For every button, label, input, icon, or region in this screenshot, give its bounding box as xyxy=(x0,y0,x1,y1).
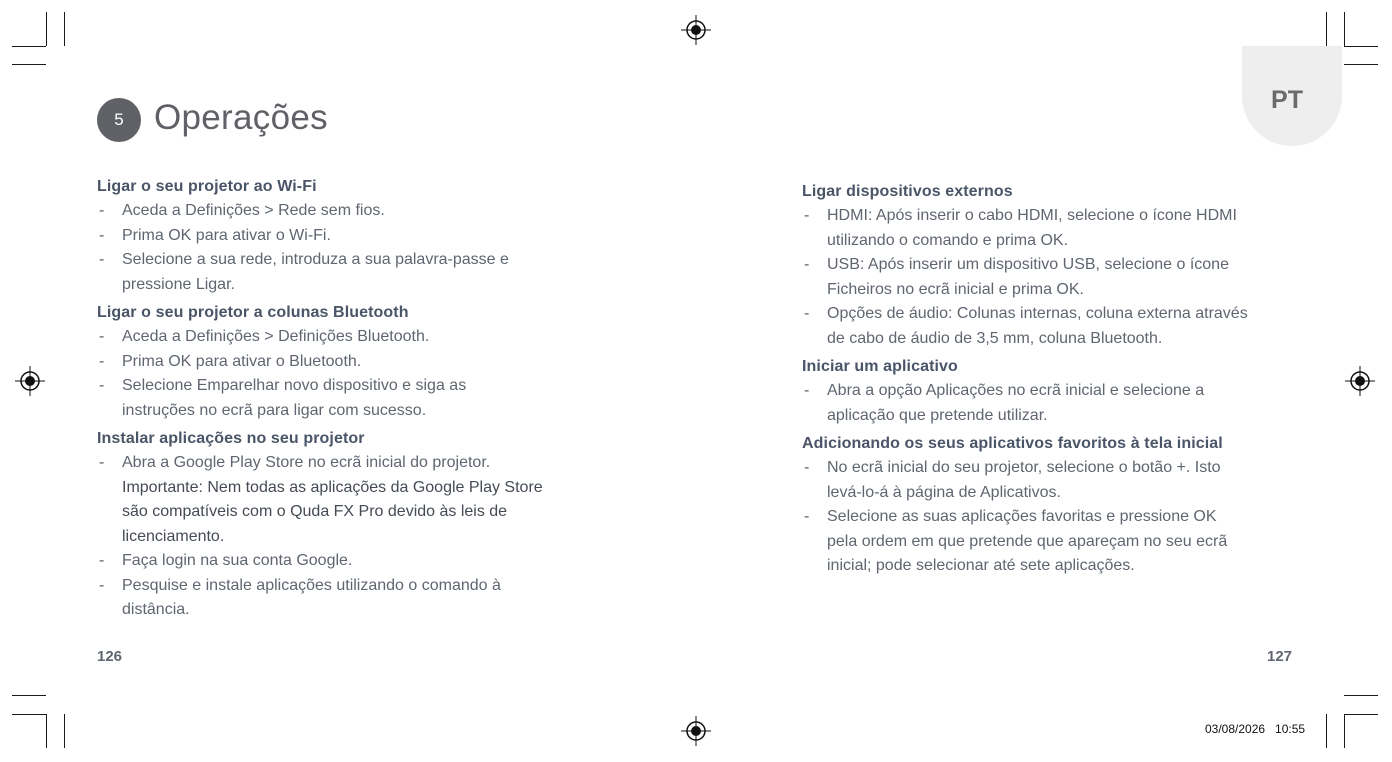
crop-mark xyxy=(1326,714,1327,748)
language-tab-label: PT xyxy=(1271,86,1303,114)
crop-mark xyxy=(1326,12,1327,46)
list-item xyxy=(97,350,597,375)
list-item xyxy=(97,549,597,574)
list-item-text: pela ordem em que pretende que apareçam no seu ecrã xyxy=(827,532,1228,550)
list-bullet: - xyxy=(804,459,810,476)
section-heading: Instalar aplicações no seu projetor xyxy=(97,430,365,447)
list-bullet: - xyxy=(804,256,810,273)
list-bullet: - xyxy=(99,377,105,394)
list-item-text: instruções no ecrã para ligar com sucesso. xyxy=(122,401,427,419)
important-note-text: são compatíveis com o Quda FX Pro devido às leis de xyxy=(122,503,508,520)
list-item xyxy=(97,248,597,297)
list-item xyxy=(97,325,597,350)
list-item-text: USB: Após inserir um dispositivo USB, selecione o ícone xyxy=(827,256,1229,273)
section-heading: Ligar o seu projetor a colunas Bluetooth xyxy=(97,304,409,321)
list-item xyxy=(802,505,1302,579)
list-item xyxy=(802,253,1302,302)
section xyxy=(97,300,597,423)
registration-mark-icon xyxy=(681,15,711,45)
list-item-text: Abra a Google Play Store no ecrã inicial do projetor. xyxy=(122,454,491,471)
list-bullet: - xyxy=(99,352,105,370)
list-item-text: levá-lo-á à página de Aplicativos. xyxy=(827,483,1061,501)
list-bullet: - xyxy=(804,305,810,322)
list-item xyxy=(802,456,1302,505)
list-item-text: Ficheiros no ecrã inicial e prima OK. xyxy=(827,280,1084,298)
crop-mark xyxy=(12,695,46,696)
registration-mark-icon xyxy=(1345,366,1375,396)
chapter-number-badge: 5 xyxy=(97,98,141,142)
list-bullet: - xyxy=(99,328,105,345)
crop-mark xyxy=(12,64,46,65)
list-bullet: - xyxy=(804,382,810,399)
list-item-text: de cabo de áudio de 3,5 mm, coluna Bluetooth. xyxy=(827,329,1163,347)
list-item-text: Faça login na sua conta Google. xyxy=(122,552,353,569)
section-heading: Iniciar um aplicativo xyxy=(802,358,958,375)
list-bullet: - xyxy=(804,508,810,525)
crop-mark xyxy=(12,714,46,715)
list-item-text: Opções de áudio: Colunas internas, coluna externa através xyxy=(827,305,1248,322)
crop-mark xyxy=(46,714,47,748)
registration-mark-icon xyxy=(681,716,711,746)
left-column xyxy=(97,174,597,626)
crop-mark xyxy=(1344,64,1378,65)
important-note-text: Importante: Nem todas as aplicações da Google Play Store xyxy=(122,478,543,496)
list-item-text: aplicação que pretende utilizar. xyxy=(827,406,1048,424)
list-item xyxy=(802,204,1302,253)
section xyxy=(802,354,1302,428)
list-item xyxy=(97,224,597,249)
list-bullet: - xyxy=(99,552,105,569)
section xyxy=(802,179,1302,351)
list-bullet: - xyxy=(99,454,105,471)
list-item xyxy=(97,574,597,623)
crop-mark xyxy=(1344,46,1378,47)
list-item-text: inicial; pode selecionar até sete aplicações. xyxy=(827,557,1135,574)
list-item-text: No ecrã inicial do seu projetor, selecione o botão +. Isto xyxy=(827,459,1221,476)
list-item xyxy=(802,379,1302,428)
list-item-text: Aceda a Definições > Rede sem fios. xyxy=(122,202,385,219)
list-bullet: - xyxy=(99,202,105,219)
list-item-text: Prima OK para ativar o Wi-Fi. xyxy=(122,226,331,244)
page-number-left: 126 xyxy=(97,648,123,665)
print-timestamp: 03/08/2026 10:55 xyxy=(1205,722,1306,736)
crop-mark xyxy=(12,46,46,47)
crop-mark xyxy=(1344,695,1378,696)
list-item xyxy=(97,199,597,224)
list-item-text: Aceda a Definições > Definições Bluetooth. xyxy=(122,328,430,345)
list-item xyxy=(802,302,1302,351)
list-item-text: Selecione Emparelhar novo dispositivo e siga as xyxy=(122,377,467,394)
list-item-text: Pesquise e instale aplicações utilizando o comando à xyxy=(122,576,501,594)
chapter-title: Operações xyxy=(154,98,328,137)
section-heading: Adicionando os seus aplicativos favoritos à tela inicial xyxy=(802,435,1223,452)
crop-mark xyxy=(46,12,47,46)
list-item xyxy=(97,451,597,549)
list-item-text: pressione Ligar. xyxy=(122,275,235,293)
list-item-text: distância. xyxy=(122,601,190,618)
section-heading: Ligar o seu projetor ao Wi-Fi xyxy=(97,178,317,195)
list-item-text: Prima OK para ativar o Bluetooth. xyxy=(122,352,362,370)
important-note-text: licenciamento. xyxy=(122,527,225,545)
registration-mark-icon xyxy=(15,366,45,396)
crop-mark xyxy=(1344,714,1345,748)
list-bullet: - xyxy=(804,207,810,224)
crop-mark xyxy=(1344,12,1345,46)
crop-mark xyxy=(1344,714,1378,715)
right-column xyxy=(802,179,1302,582)
crop-mark xyxy=(64,12,65,46)
list-item-text: HDMI: Após inserir o cabo HDMI, selecione o ícone HDMI xyxy=(827,207,1237,224)
list-item xyxy=(97,374,597,423)
section-heading: Ligar dispositivos externos xyxy=(802,183,1013,200)
section xyxy=(97,426,597,623)
list-bullet: - xyxy=(99,576,105,594)
list-item-text: Selecione as suas aplicações favoritas e pressione OK xyxy=(827,508,1217,525)
section xyxy=(802,431,1302,579)
list-bullet: - xyxy=(99,226,105,244)
list-item-text: Selecione a sua rede, introduza a sua palavra-passe e xyxy=(122,251,509,268)
list-item-text: utilizando o comando e prima OK. xyxy=(827,231,1069,249)
section xyxy=(97,174,597,297)
list-bullet: - xyxy=(99,251,105,268)
list-item-text: Abra a opção Aplicações no ecrã inicial e selecione a xyxy=(827,382,1205,399)
page-number-right: 127 xyxy=(1267,648,1293,665)
crop-mark xyxy=(64,714,65,748)
